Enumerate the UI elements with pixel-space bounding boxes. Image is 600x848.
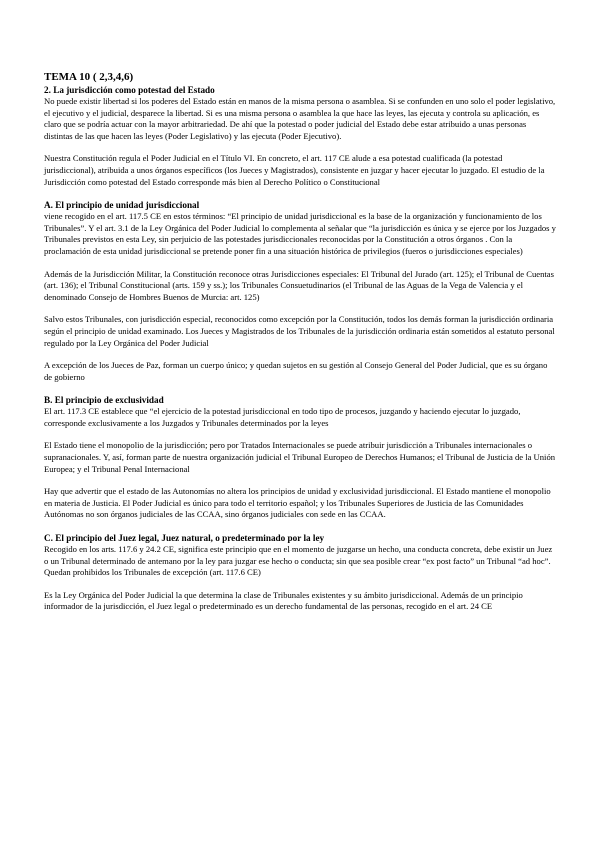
section-a-paragraph-3: Salvo estos Tribunales, con jurisdicción especial, reconocidos como excepción por la Constitución, todos los demás forman la jurisdicción ordinaria según el principio de unidad examinado. Los Jueces y Magistrados de los Tribunales de la jurisdicción ordinaria están sometidos al estatuto personal regulado por la Ley Orgánica del Poder Judicial <box>44 314 555 348</box>
section-2-paragraph-1: No puede existir libertad si los poderes del Estado están en manos de la misma persona o asamblea. Si se confunden en uno solo el poder legislativo, el ejecutivo y el judicial, desparece la libertad. Si es una misma persona o asamblea la que hace las leyes, las ejecuta y controla su aplicación, es claro que se podría actuar con la mayor arbitrariedad. De ahí que la potestad o poder judicial del Estado debe estar atribuido a unas personas distintas de las que hacen las leyes (Poder Legislativo) y las ejecuta (Poder Ejecutivo). <box>44 96 556 141</box>
section-a-paragraph-4: A excepción de los Jueces de Paz, forman un cuerpo único; y quedan sujetos en su gestión al Consejo General del Poder Judicial, que es su órgano de gobierno <box>44 360 548 382</box>
section-c-paragraph-2: Es la Ley Orgánica del Poder Judicial la que determina la clase de Tribunales existentes y su ámbito jurisdiccional. Además de un principio informador de la jurisdicción, el Juez legal o predeterminado es un derecho fundamental de las personas, recogido en el art. 24 CE <box>44 589 523 612</box>
section-b-paragraph-2: El Estado tiene el monopolio de la jurisdicción; pero por Tratados Internacionales se puede atribuir jurisdicción a Tribunales internacionales o supranacionales. Y, así, forman parte de nuestra organización judicial el Tribunal Europeo de Derechos Humanos; el Tribunal de Justicia de la Unión Europea; y el Tribunal Penal Internacional <box>44 440 556 474</box>
section-a-heading: A. El principio de unidad jurisdiccional <box>44 200 200 211</box>
section-c-paragraph-1: Recogido en los arts. 117.6 y 24.2 CE, significa este principio que en el momento de juzgarse un hecho, una conducta concreta, debe existir un Juez o un Tribunal determinado de antemano por la ley para juzgar ese hecho o conducta; sin que sea posible crear “ex post facto” un Tribunal “ad hoc”. Quedan prohibidos los Tribunales de excepción (art. 117.6 CE) <box>44 544 553 578</box>
section-2-paragraph-2: Nuestra Constitución regula el Poder Judicial en el Título VI. En concreto, el art. 117 CE alude a esa potestad cualificada (la potestad jurisdiccional), atribuida a unos órganos específicos (los Jueces y Magistrados), consistente en juzgar y hacer ejecutar lo juzgado. El estudio de la Jurisdicción como potestad del Estado corresponde más bien al Derecho Político o Constitucional <box>44 153 545 187</box>
section-c-heading: C. El principio del Juez legal, Juez natural, o predeterminado por la ley <box>44 533 325 544</box>
section-b-paragraph-3: Hay que advertir que el estado de las Autonomías no altera los principios de unidad y exclusividad jurisdiccional. El Estado mantiene el monopolio en materia de Justicia. El Poder Judicial es único para todo el territorio español; y los Tribunales Superiores de Justicia de las Comunidades Autónomas no son órganos judiciales de las CCAA, sino órganos judiciales con sede en las CCAA. <box>44 486 551 520</box>
section-a-paragraph-1: viene recogido en el art. 117.5 CE en estos términos: “El principio de unidad jurisdiccional es la base de la organización y funcionamiento de los Tribunales”. Y el art. 3.1 de la Ley Orgánica del Poder Judicial lo complementa al señalar que “la jurisdicción es única y se ejerce por los Juzgados y Tribunales previstos en esta Ley, sin perjuicio de las potestades jurisdiccionales reconocidas por la Constitución a otros órganos . Con la proclamación de esta unidad jurisdiccional se pretende poner fin a una situación histórica de privilegios (fueros o jurisdicciones especiales) <box>44 211 556 256</box>
section-b-paragraph-1: El art. 117.3 CE establece que “el ejercicio de la potestad jurisdiccional en todo tipo de procesos, juzgando y haciendo ejecutar lo juzgado, corresponde exclusivamente a los Juzgados y Tribunales determinados por la leyes <box>44 406 521 428</box>
document-title: TEMA 10 ( 2,3,4,6) <box>44 71 134 83</box>
section-2-heading: 2. La jurisdicción como potestad del Estado <box>44 85 215 95</box>
section-a-paragraph-2: Además de la Jurisdicción Militar, la Constitución reconoce otras Jurisdicciones especiales: El Tribunal del Jurado (art. 125); el Tribunal de Cuentas (art. 136); el Tribunal Constitucional (arts. 159 y ss.); los Tribunales Consuetudinarios (el Tribunal de las Aguas de la Vega de Valencia y el denominado Consejo de Hombres Buenos de Murcia: art. 125) <box>44 268 554 302</box>
section-b-heading: B. El principio de exclusividad <box>44 395 164 406</box>
